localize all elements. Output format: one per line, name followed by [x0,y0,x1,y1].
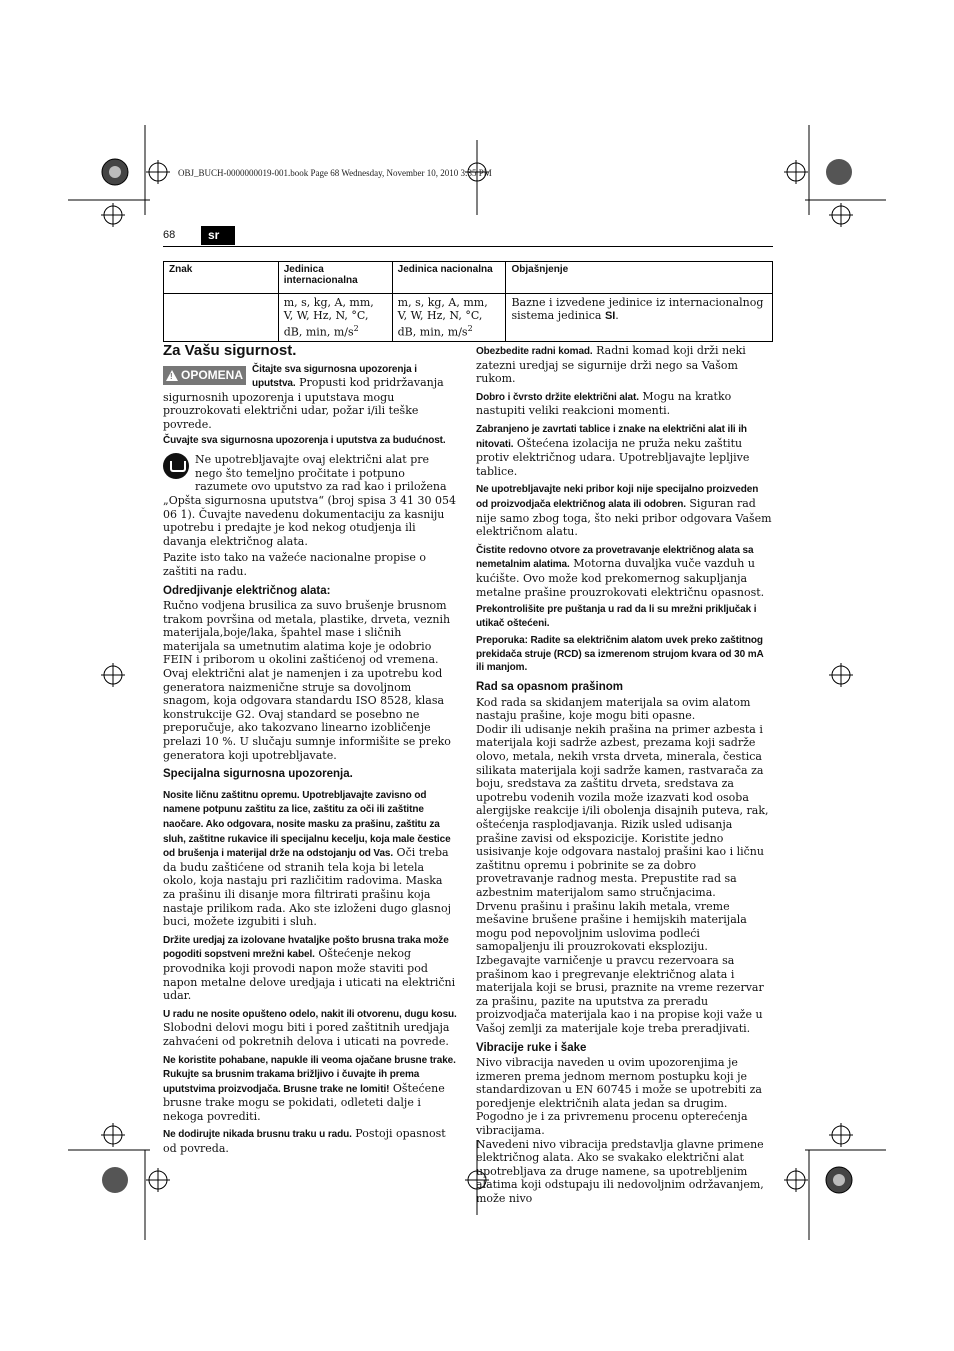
table-header-cell: Jedinica internacionalna [278,262,392,294]
safety-item-text: Oči treba da budu zaštićene od stranih tela koja bi letela okolo, koja nastaju pri različitim radovima. Maska za prašinu ili disanje mora filtrirati prašinu koja nastaje prilikom rada. Ako ste izloženi dugo glasnoj buci, možete izgubiti i sluh. [163,846,451,929]
manual-text: Ne upotrebljavajte ovaj električni alat pre nego što temeljno pročitate i potpuno razumete ovo uputstvo za rad kao i priložena „Opšta sigurnosna uputstva“ (broj spisa 3 41 30 054 06 1). Čuvajte navedenu dokumentaciju za kasniju upotrebu i predajte je kod nekog otudjenja ili davanja električnog alata. [163,453,457,548]
safety-item-bold: Nosite ličnu zaštitnu opremu. Upotrebljavajte zavisno od namene potpunu zaštitu za lice, zaštitu za oči ili zaštitne naočare. Ako odgovara, nosite masku za prašinu, zaštitu za sluh, zaštitne rukavice ili specijalnu kecelju, koja male čestice od brušenja i materijal drže na odstojanju od Vas. [163,789,451,860]
units-table [163,261,773,342]
language-tag: sr [201,226,235,245]
safety-item-text: Oštećenje nekog provodnika koji provodi napon može staviti pod napon metalne delove uredjaja i uticati na električni udar. [163,947,456,1003]
safety-item-bold: Držite uredjaj za izolovane hvataljke pošto brusna traka može pogoditi sopstveni mrežni kabel. [163,934,449,961]
safety-item-text: Radni komad koji drži neki zatezni uredjaj se sigurnije drži nego sa Vašom rukom. [476,344,746,386]
safety-item-bold: Dobro i čvrsto držite električni alat. [476,391,639,403]
superscript: 2 [467,324,473,333]
safety-item-bold: Ne upotrebljavajte neki pribor koji nije specijalno proizveden od proizvodjača električnog alata ili odobren. [476,484,759,510]
page-number: 68 [163,229,176,241]
read-manual-icon [163,453,189,479]
safety-item-text: Mogu na kratko nastupiti veliki reakcioni momenti. [476,389,732,418]
purpose-paragraph-2: Ovaj električni alat je namenjen i za upotrebu kod generatora naizmenične struje sa dovoljnom snagom, koja odgovara standardu ISO 8528, klasa konstrukcije G2. Ovaj standard se posebno ne preporučuje, ako takozvano linearno izobličenje prelazi 10 %. U slučaju sumnje informišite se preko generatora koji upotrebljavate. [163,667,451,762]
safety-item-bold: Ne koristite pohabane, napukle ili veoma ojačane brusne trake. Rukujte sa brusnim trakama brižljivo i čuvajte ih prema uputstvima proizvodjača. Brusne trake ne lomiti! [163,1054,456,1095]
intl-units-text: m, s, kg, A, mm, V, W, Hz, N, °C, dB, min, m/s [283,296,374,339]
dust-paragraph-2: Dodir ili udisanje nekih prašina na primer azbesta i materijala koji sadrže azbest, prezama koji sadrže olovo, metala, nekih vrsta drveta, minerala, čestica silikata materijala koji sadrže kamen, rastvarača za boju, sredstava za zaštitu drveta, sredstava za upotrebu vodenih vozila može izazvati kod osoba alergijske reakcije i/ili obolenja disajnih puteva, rak, oštećenja rasplodjavanja. Rizik usled udisanja prašine zavisi od ekspozicije. Koristite jedno usisivanje koje odgovara nastaloj prašini kao i ličnu zaštitnu opremu i pobrinite se za dobro provetravanje radnog mesta. Prepustite rad sa azbestnim materijalom samo stručnjacima. [476,722,769,899]
safety-item [163,1053,457,1124]
vibration-paragraph-2: Navedeni nivo vibracija predstavlja glavne primene električnog alata. Ako se svakako električni alat upotrebljava za druge namene, sa upotrebljenim alatima koji odstupaju ili nedovoljnim održavanjem, može nivo [476,1137,764,1206]
safety-item-text: Postoji opasnost od povreda. [163,1127,446,1156]
table-cell-explanation [506,294,773,342]
vibration-paragraph-1: Nivo vibracija naveden u ovim upozorenjima je izmeren prema jednom mernom postupku koji je standardizovan u EN 60745 i može se upotrebiti za poredjenje električnih alata jedan sa drugim. Pogodno je i za privremenu procenu opterećenja vibracijama. [476,1056,762,1138]
manual-notice [163,453,457,548]
table-row [164,294,773,342]
header-rule [163,246,773,247]
explanation-text: Bazne i izvedene jedinice iz internacionalnog sistema jedinica [511,296,764,322]
safety-item-bold: Čistite redovno otvore za provetravanje električnog alata sa nemetalnim alatima. [476,544,754,571]
national-units-text: m, s, kg, A, mm, V, W, Hz, N, °C, dB, min, m/s [397,296,488,339]
safety-item-text: Motorna duvaljka vuče vazduh u kućište. Ovo može kod prekomernog sakupljanja metalne prašine prouzrokovati električnu opasnost. [476,557,765,599]
safety-item-bold: U radu ne nosite opušteno odelo, nakit ili otvorenu, dugu kosu. [163,1008,457,1020]
safety-item-bold: Zabranjeno je zavrtati tablice i znake na električni alat ili ih nitovati. [476,423,747,450]
safety-item-text: Slobodni delovi mogu biti i pored zaštitnih uredjaja zahvaćeni od pokretnih delova i uticati na povrede. [163,1021,450,1048]
table-cell-national-units [392,294,506,342]
safety-item [163,1007,457,1049]
safety-item [476,422,772,478]
safety-item-bold: Prekontrolišite pre puštanja u rad da li su mrežni priključak i utikač oštećeni. [476,604,757,629]
safety-item [476,482,772,538]
warning-block [163,362,457,432]
heading-vibration: Vibracije ruke i šake [476,1041,587,1054]
table-cell-intl-units [278,294,392,342]
safety-item-text: Siguran rad nije samo zbog toga, što neki pribor odgovara Vašem električnom alatu. [476,496,772,539]
right-column [476,344,772,1210]
left-column [163,344,457,1160]
table-header-row [164,262,773,294]
heading-dust: Rad sa opasnom prašinom [476,681,623,694]
print-header-line: OBJ_BUCH-0000000019-001.book Page 68 Wednesday, November 10, 2010 3:35 PM [178,168,492,178]
heading-special-warnings: Specijalna sigurnosna upozorenja. [163,768,353,781]
safety-item [476,390,772,418]
safety-item [476,543,772,599]
safety-item-bold: Obezbedite radni komad. [476,346,593,357]
dust-paragraph-3: Drvenu prašinu i prašinu lakih metala, vreme mešavine brušene prašine i hemijskih materijala mogu pod nepovoljnim uslovima podleći samopaljenju ili prouzrokovati eksploziju. Izbegavajte varničenje u pravcu rezervoara sa prašinom kao i pregrevanje električnog alata i materijala koji se brusi, praznite na vreme rezervar za prašinu, pazite na uputstva za preradu proizvodjača materijala kao i na propise koji važe u Vašoj zemlji za materijale koje treba preradjivati. [476,899,764,1035]
safety-item-text: Oštećena izolacija ne pruža neku zaštitu protiv električnog udara. Upotrebljavajte lepljive tablice. [476,436,750,478]
warning-label: OPOMENA [181,367,244,382]
safety-item-text: Oštećene brusne trake mogu se pokidati, odleteti dalje i nekoga povrediti. [163,1081,445,1123]
warning-badge [163,366,246,385]
superscript: 2 [353,324,359,333]
safety-item-bold: Ne dodirujte nikada brusnu traku u radu. [163,1129,352,1141]
table-cell-znak [164,294,279,342]
safety-item-bold: Preporuka: Radite sa električnim alatom uvek preko zaštitnog prekidača struje (RCD) sa izmerenom strujom kvara od 30 mA ili manjom. [476,635,764,674]
safety-item [476,344,772,386]
safety-item [163,933,457,1003]
table-header-cell: Objašnjenje [506,262,773,294]
safety-item [163,1127,457,1155]
purpose-paragraph-1: Ručno vodjena brusilica za suvo brušenje brusnom trakom površina od metala, plastike, drveta, veznih materijala,boje/laka, špahtel mase i sličnih materijala sa umetnutim alatima koje je odobrio FEIN i priborom u okolini zaštićenoj od vremena. [163,599,451,667]
warning-bold-text: Čitajte sva sigurnosna upozorenja i uputstva. [252,363,417,390]
safety-item [163,788,457,929]
table-header-cell: Znak [164,262,279,294]
section-title: Za Vašu sigurnost. [163,342,297,359]
warning-text: Propusti kod pridržavanja sigurnosnih upozorenja i uputstava mogu prouzrokovati električni udar, požar i/ili teške povrede. [163,376,444,431]
explanation-bold: SI [605,310,616,322]
heading-purpose: Odredjivanje električnog alata: [163,584,331,597]
keep-instructions: Čuvajte sva sigurnosna upozorenja i uputstva za budućnost. [163,434,446,446]
explanation-end: . [615,309,619,322]
warning-triangle-icon: ! [166,370,178,381]
national-regulations: Pazite isto tako na važeće nacionalne propise o zaštiti na radu. [163,551,427,578]
table-header-cell: Jedinica nacionalna [392,262,506,294]
dust-paragraph-1: Kod rada sa skidanjem materijala sa ovim alatom nastaju prašine, koje mogu biti opasne. [476,695,751,723]
